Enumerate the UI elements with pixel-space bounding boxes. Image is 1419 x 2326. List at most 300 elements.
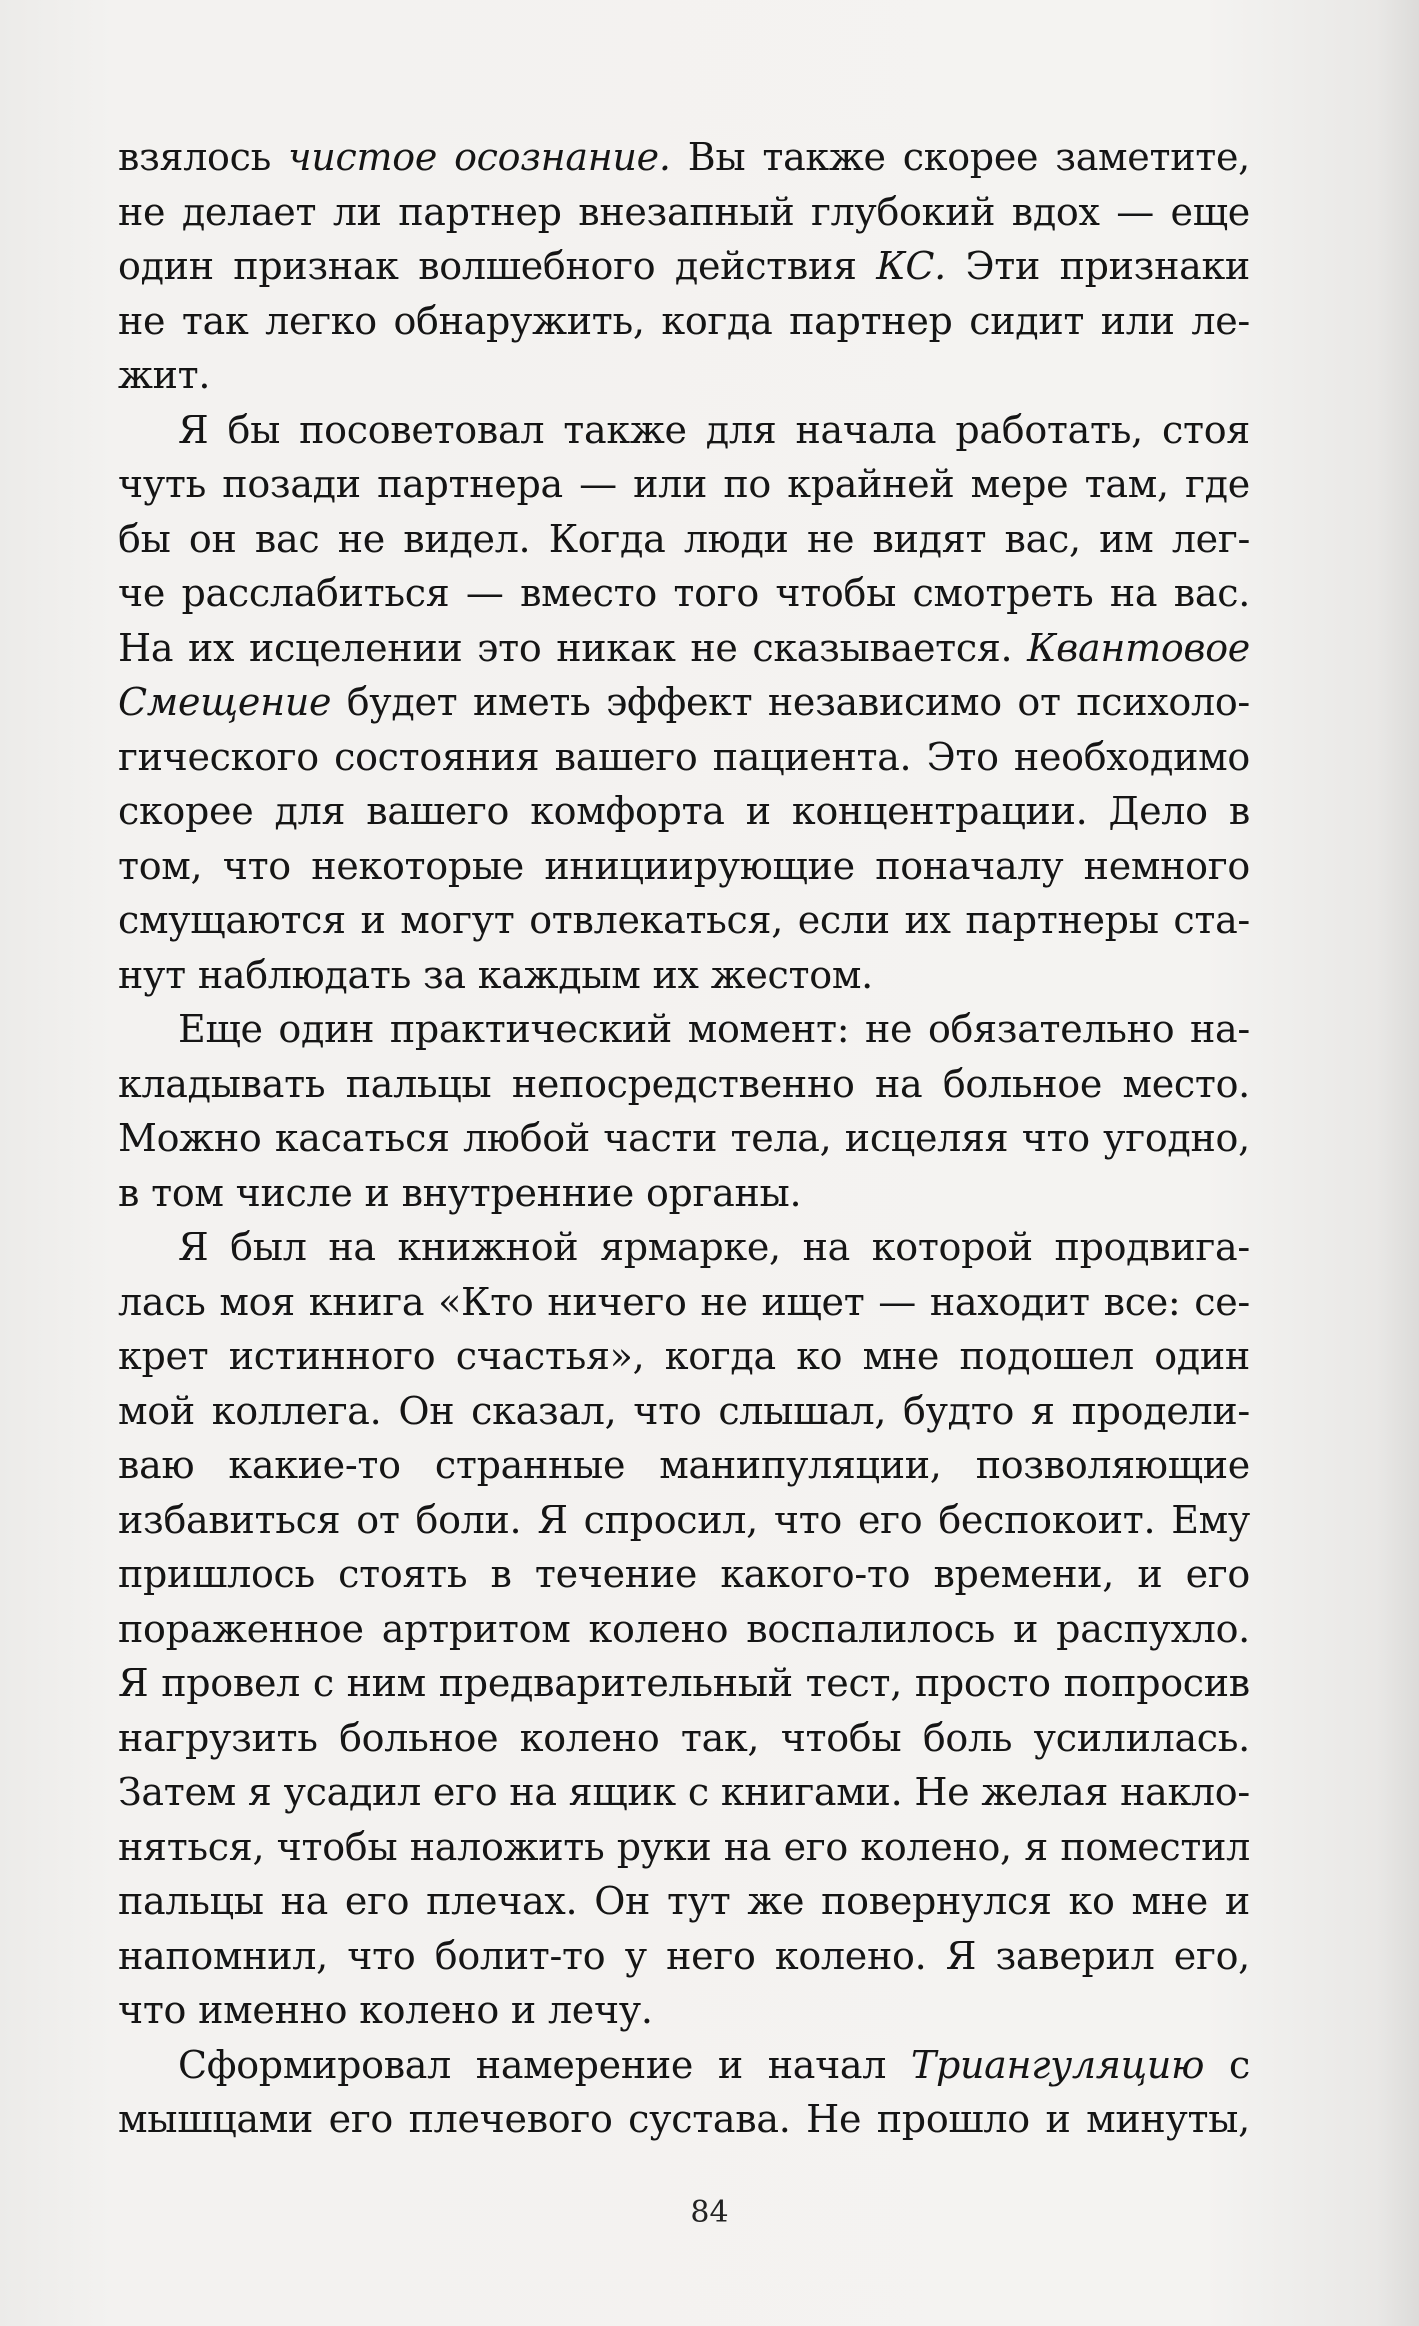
word: ли (332, 189, 382, 234)
word: с (312, 1661, 334, 1705)
word: концентрации. (791, 789, 1088, 833)
paragraph (118, 1220, 1250, 2038)
word: с (1229, 2042, 1250, 2087)
word: том (151, 1170, 224, 1215)
word: Еще (178, 1007, 263, 1051)
text-line (118, 948, 1250, 1003)
word: беспокоит. (938, 1497, 1156, 1542)
word: момент: (687, 1007, 850, 1051)
word: ярмарке, (600, 1225, 781, 1269)
word: и (510, 1988, 536, 2032)
word: пациента. (712, 734, 912, 779)
word: глубокий (810, 189, 996, 234)
word: любой (463, 1116, 590, 1160)
word: что (347, 1933, 416, 1978)
word: независимо (767, 680, 1002, 724)
word: продвига- (1054, 1225, 1250, 1269)
word: их (187, 625, 235, 670)
word: смущаются (118, 898, 346, 942)
word: делает (181, 189, 317, 234)
text-line (118, 1820, 1250, 1875)
text-line (118, 2092, 1250, 2147)
word: органы. (645, 1170, 802, 1215)
word: повернулся (821, 1879, 1052, 1923)
word: некоторые (311, 843, 524, 888)
word: сустава. (628, 2097, 791, 2141)
word: я (247, 1770, 272, 1814)
word: спросил, (583, 1497, 758, 1542)
word: боли. (415, 1497, 522, 1542)
word: и (1224, 1879, 1250, 1923)
word: жестом. (710, 952, 873, 997)
word: жит. (118, 353, 211, 397)
word: их (652, 952, 699, 997)
word: тела, (730, 1116, 832, 1160)
word: гического (118, 734, 319, 779)
word: от (356, 1497, 400, 1542)
text-line (118, 1438, 1250, 1493)
word: не (806, 516, 855, 561)
word: намерение (475, 2042, 694, 2087)
word: манипуляции, (659, 1443, 942, 1487)
word: могут (400, 898, 515, 942)
word: на (328, 1225, 376, 1269)
word: чуть (118, 462, 206, 506)
word: ваю (118, 1443, 195, 1487)
word: на (280, 1879, 328, 1923)
word: поначалу (875, 843, 1064, 888)
word: или (1100, 298, 1175, 343)
word: няться, (118, 1824, 265, 1869)
word: с (687, 1770, 709, 1814)
word: позади (222, 462, 361, 506)
word: стоя (1162, 407, 1250, 452)
word: если (797, 898, 890, 942)
word: заверил (995, 1933, 1155, 1978)
word: не (700, 1279, 748, 1324)
word: скорее (118, 789, 254, 833)
word: лась (118, 1279, 206, 1324)
word: Когда (548, 516, 666, 561)
word: каждым (477, 952, 641, 997)
word: начал (767, 2042, 887, 2087)
word: какие-то (228, 1443, 401, 1487)
word: же (747, 1879, 805, 1923)
word: стоять (338, 1552, 468, 1596)
word: книгами. (720, 1770, 903, 1814)
word: там, (1084, 462, 1169, 506)
word: того (673, 571, 759, 615)
word: Он (398, 1388, 455, 1433)
word: нут (118, 952, 186, 997)
word: подошел (959, 1334, 1134, 1378)
word: находит (929, 1279, 1090, 1324)
word: партнер (398, 189, 562, 234)
word: бы (118, 516, 171, 561)
word: пальцы (118, 1879, 264, 1923)
word: вашего (366, 789, 510, 833)
word: скорее (902, 135, 1039, 179)
word: у (624, 1933, 647, 1978)
word: книжной (397, 1225, 579, 1269)
text-line (118, 457, 1250, 512)
word: — (1116, 189, 1154, 234)
word: мере (970, 462, 1069, 506)
word: для (274, 789, 346, 833)
word: колено. (774, 1933, 927, 1978)
text-line (118, 1493, 1250, 1548)
word: пальцы (345, 1061, 492, 1106)
word: вас. (1173, 571, 1250, 615)
word: На (118, 625, 174, 670)
word: Можно (118, 1116, 262, 1160)
word: чтобы (780, 1715, 902, 1760)
body-text (118, 130, 1250, 2147)
word: течение (534, 1552, 698, 1596)
word: и (360, 898, 386, 942)
word: — (465, 571, 504, 615)
word: тут (666, 1879, 731, 1923)
word: место. (1122, 1061, 1250, 1106)
word: «Кто (438, 1279, 534, 1324)
word: когда (661, 298, 773, 343)
word: видят (872, 516, 987, 561)
word: распухло. (1056, 1606, 1250, 1651)
word: был (230, 1225, 307, 1269)
word: ле- (1191, 298, 1250, 343)
word: просто (914, 1661, 1051, 1705)
word: избавиться (118, 1497, 341, 1542)
word: — (579, 462, 617, 506)
word: боль (922, 1715, 1013, 1760)
word: заметите, (1055, 135, 1250, 179)
word: это (477, 625, 542, 670)
word: КС. (876, 244, 946, 288)
word: один (1154, 1334, 1250, 1378)
word: ко (1068, 1879, 1115, 1923)
word: вас, (1004, 516, 1081, 561)
word: мне (862, 1334, 940, 1378)
text-line (118, 1983, 1250, 2038)
word: и (745, 789, 771, 833)
word: артритом (381, 1606, 571, 1651)
text-line (118, 1384, 1250, 1439)
word: отвлекаться, (529, 898, 783, 942)
word: усадил (283, 1770, 421, 1814)
word: его (857, 1497, 923, 1542)
word: него (666, 1933, 756, 1978)
word: крет (118, 1334, 209, 1378)
word: инициирующие (544, 843, 855, 888)
word: прошло (876, 2097, 1030, 2141)
word: исцелении (248, 625, 463, 670)
word: обязательно (927, 1007, 1175, 1051)
word: что (222, 843, 291, 888)
word: не (337, 516, 385, 561)
word: не (690, 625, 738, 670)
word: моя (219, 1279, 295, 1324)
word: сказывается. (752, 625, 1013, 670)
word: так (181, 298, 249, 343)
word: минуты, (1086, 2097, 1250, 2141)
word: эффект (606, 680, 753, 724)
word: также (563, 407, 687, 452)
word: Не (914, 1770, 970, 1814)
word: мне (1131, 1879, 1208, 1923)
word: вдох (1011, 189, 1100, 234)
word: что (773, 1497, 843, 1542)
word: его (432, 1770, 498, 1814)
word: ним (346, 1661, 426, 1705)
word: Затем (118, 1770, 236, 1814)
word: ящик (568, 1770, 676, 1814)
word: какого-то (720, 1552, 911, 1596)
word: именно (198, 1988, 348, 2032)
word: также (762, 135, 886, 179)
word: исцеляя (844, 1116, 1009, 1160)
word: се- (1194, 1279, 1250, 1324)
word: для (705, 407, 777, 452)
word: Он (594, 1879, 651, 1923)
word: на (1109, 571, 1158, 615)
word: им (1099, 516, 1154, 561)
word: Это (926, 734, 999, 779)
word: на (509, 1770, 557, 1814)
word: Квантовое (1027, 625, 1250, 670)
word: Я (537, 1497, 568, 1542)
word: действия (674, 244, 857, 288)
text-line (118, 566, 1250, 621)
text-line (118, 403, 1250, 458)
word: люди (683, 516, 789, 561)
word: Я (945, 1933, 977, 1978)
word: сидит (969, 298, 1085, 343)
word: коллега. (211, 1388, 382, 1433)
word: больное (339, 1715, 499, 1760)
word: он (188, 516, 237, 561)
word: иметь (472, 680, 591, 724)
word: или (633, 462, 708, 506)
word: пришлось (118, 1552, 315, 1596)
word: его (783, 1824, 848, 1869)
word: так, (680, 1715, 760, 1760)
text-line (118, 294, 1250, 349)
word: слышал, (718, 1388, 887, 1433)
word: видел. (403, 516, 531, 561)
word: воспалилось (746, 1606, 995, 1651)
word: мышцами (118, 2097, 314, 2141)
text-line (118, 893, 1250, 948)
text-line (118, 1002, 1250, 1057)
word: на (875, 1061, 923, 1106)
text-line (118, 730, 1250, 785)
paragraph (118, 1002, 1250, 1220)
word: плечах. (426, 1879, 578, 1923)
page-number: 84 (690, 2195, 729, 2230)
word: и (1045, 2097, 1071, 2141)
word: вместо (520, 571, 657, 615)
word: не (118, 298, 166, 343)
word: и (717, 2042, 743, 2087)
word: ищет (761, 1279, 865, 1324)
word: времени, (933, 1552, 1115, 1596)
word: руки (616, 1824, 712, 1869)
word: что (118, 1988, 187, 2032)
word: признак (233, 244, 399, 288)
word: вашего (554, 734, 698, 779)
word: в (118, 1170, 140, 1215)
word: расслабиться (181, 571, 450, 615)
word: Эти (965, 244, 1041, 288)
word: тест, (805, 1661, 902, 1705)
word: посоветовал (299, 407, 545, 452)
text-line (118, 1656, 1250, 1711)
word: позволяющие (975, 1443, 1250, 1487)
text-line (118, 1329, 1250, 1384)
word: когда (664, 1334, 776, 1378)
word: немного (1083, 843, 1250, 888)
word: ничего (547, 1279, 687, 1324)
text-line (118, 1874, 1250, 1929)
word: смотреть (912, 571, 1094, 615)
word: его (328, 2097, 394, 2141)
word: напомнил, (118, 1933, 328, 1978)
word: комфорта (530, 789, 725, 833)
word: предварительный (438, 1661, 793, 1705)
word: странные (434, 1443, 626, 1487)
word: пораженное (118, 1606, 364, 1651)
word: волшебного (418, 244, 656, 288)
word: и (364, 1170, 390, 1215)
text-line (118, 512, 1250, 567)
word: че (118, 571, 166, 615)
word: осознание. (454, 135, 671, 179)
word: непосредственно (511, 1061, 855, 1106)
word: кладывать (118, 1061, 326, 1106)
text-line (118, 1166, 1250, 1221)
word: что (633, 1388, 702, 1433)
text-line (118, 621, 1250, 676)
word: — (878, 1279, 916, 1324)
word: плечевого (408, 2097, 613, 2141)
word: мой (118, 1388, 195, 1433)
text-line (118, 130, 1250, 185)
word: партнера (377, 462, 563, 506)
text-line (118, 1602, 1250, 1657)
word: от (1017, 680, 1061, 724)
word: его, (1173, 1933, 1250, 1978)
paragraph (118, 403, 1250, 1003)
word: признаки (1059, 244, 1250, 288)
word: никак (556, 625, 676, 670)
word: числе (235, 1170, 353, 1215)
word: ко (796, 1334, 843, 1378)
word: поместил (1060, 1824, 1250, 1869)
text-line (118, 1711, 1250, 1766)
word: их (904, 898, 951, 942)
word: по (723, 462, 771, 506)
word: один (118, 244, 214, 288)
word: я (1031, 1388, 1055, 1433)
word: психоло- (1076, 680, 1250, 724)
word: усилилась. (1033, 1715, 1250, 1760)
word: провел (161, 1661, 300, 1705)
word: Я (118, 1661, 149, 1705)
word: я (1024, 1824, 1048, 1869)
word: на (723, 1824, 772, 1869)
word: счастья», (455, 1334, 645, 1378)
text-line (118, 1057, 1250, 1112)
word: колено (359, 1988, 499, 2032)
word: Дело (1108, 789, 1208, 833)
word: сказал, (471, 1388, 617, 1433)
word: нагрузить (118, 1715, 318, 1760)
text-line (118, 1111, 1250, 1166)
word: необходимо (1013, 734, 1250, 779)
word: партнеры (965, 898, 1159, 942)
word: партнер (789, 298, 953, 343)
paragraph (118, 130, 1250, 403)
word: ста- (1173, 898, 1250, 942)
word: части (603, 1116, 718, 1160)
text-line (118, 239, 1250, 294)
word: практический (389, 1007, 672, 1051)
word: колено (588, 1606, 729, 1651)
text-line (118, 1547, 1250, 1602)
word: болит-то (434, 1933, 606, 1978)
word: чтобы (775, 571, 897, 615)
word: что (1021, 1116, 1090, 1160)
word: книга (308, 1279, 425, 1324)
word: Триангуляцию (910, 2042, 1205, 2087)
word: на- (1190, 1007, 1250, 1051)
word: желая (981, 1770, 1109, 1814)
word: внутренние (401, 1170, 634, 1215)
word: в (1228, 789, 1250, 833)
word: наложить (409, 1824, 605, 1869)
text-line (118, 675, 1250, 730)
word: продели- (1071, 1388, 1250, 1433)
word: бы (227, 407, 281, 452)
word: колено, (860, 1824, 1012, 1869)
word: накло- (1120, 1770, 1250, 1814)
word: Не (806, 2097, 862, 2141)
word: не (864, 1007, 913, 1051)
word: Я (178, 1225, 209, 1269)
word: начала (795, 407, 937, 452)
word: взялось (118, 135, 271, 179)
word: Я (178, 407, 209, 452)
text-line (118, 185, 1250, 240)
word: и (1137, 1552, 1163, 1596)
word: легко (265, 298, 377, 343)
word: еще (1170, 189, 1250, 234)
text-line (118, 839, 1250, 894)
word: том, (118, 843, 203, 888)
word: будто (903, 1388, 1015, 1433)
word: на (802, 1225, 851, 1269)
word: лег- (1171, 516, 1250, 561)
paragraph (118, 2038, 1250, 2147)
word: угодно, (1103, 1116, 1250, 1160)
word: Смещение (118, 680, 332, 724)
text-line (118, 784, 1250, 839)
text-line (118, 1275, 1250, 1330)
word: Вы (687, 135, 746, 179)
word: чтобы (276, 1824, 398, 1869)
word: его (344, 1879, 410, 1923)
word: истинного (228, 1334, 436, 1378)
